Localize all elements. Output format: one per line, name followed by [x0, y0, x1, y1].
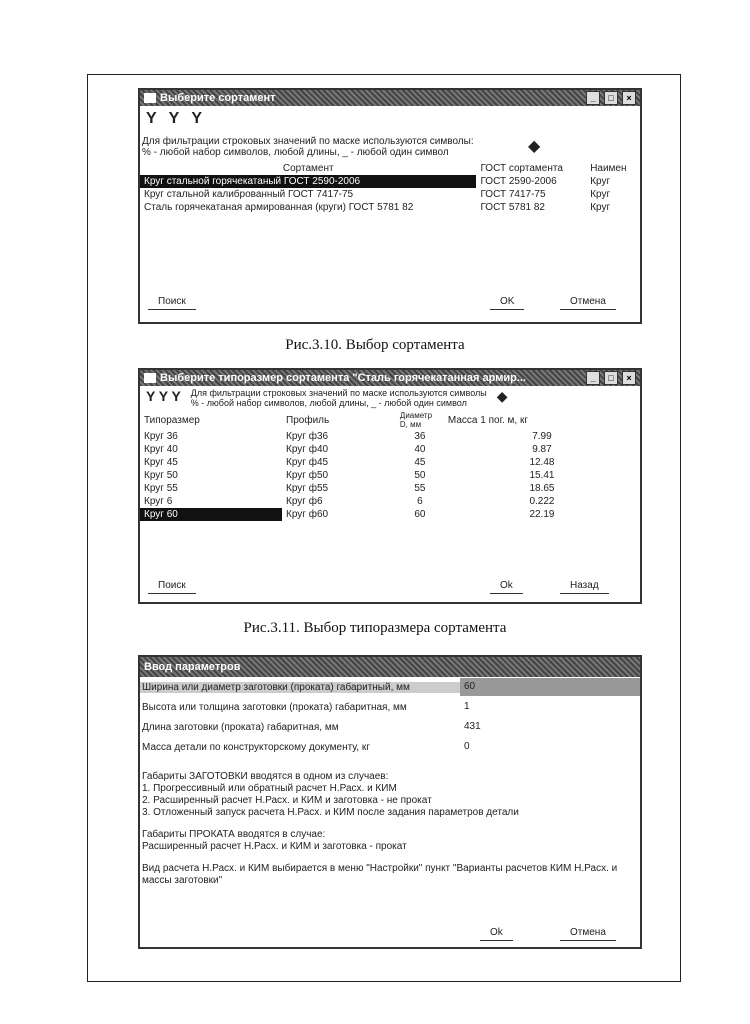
column-header[interactable]: Масса 1 пог. м, кг: [447, 414, 529, 426]
minimize-button[interactable]: _: [586, 371, 600, 385]
column-header[interactable]: Профиль: [286, 414, 330, 426]
cell: 55: [414, 483, 426, 494]
parameter-label: Высота или толщина заготовки (проката) габаритная, мм: [142, 701, 407, 713]
dialog-title: Выберите сортамент: [160, 92, 276, 104]
minimize-button[interactable]: _: [586, 91, 600, 105]
parameter-row: [140, 737, 640, 757]
select-size-dialog: [138, 368, 642, 604]
cell: 9.87: [532, 444, 552, 455]
cell: Круг ф40: [286, 444, 329, 455]
parameter-label: Ширина или диаметр заготовки (проката) габаритный, мм: [140, 682, 460, 693]
table-row[interactable]: [140, 188, 640, 201]
cell: 12.48: [529, 457, 555, 468]
parameter-input[interactable]: 60: [460, 678, 640, 696]
title-bar: [140, 657, 640, 677]
search-button[interactable]: Поиск: [148, 294, 196, 310]
cell: ГОСТ 2590-2006: [480, 176, 557, 187]
note-line: 2. Расширенный расчет Н.Расх. и КИМ и заготовка - не прокат: [142, 795, 432, 806]
table-row[interactable]: [140, 430, 640, 443]
maximize-button[interactable]: □: [604, 91, 618, 105]
dialog-title: Выберите типоразмер сортамента "Сталь горячекатанная армир...: [160, 372, 526, 384]
cell: 7.99: [532, 431, 552, 442]
cell: Круг ф50: [286, 470, 329, 481]
title-bar: [140, 370, 640, 386]
close-button[interactable]: ×: [622, 371, 636, 385]
cell: 15.41: [529, 470, 555, 481]
cell: ГОСТ 5781 82: [480, 202, 545, 213]
title-bar: [140, 90, 640, 106]
cell: Круг 45: [144, 457, 178, 468]
parameter-row: [140, 717, 640, 737]
note-line: [142, 819, 638, 829]
cell: 6: [417, 496, 423, 507]
cell: Круг ф45: [286, 457, 329, 468]
cell: Круг: [590, 176, 611, 187]
cell: Круг 40: [144, 444, 178, 455]
note-line: Расширенный расчет Н.Расх. и КИМ и заготовка - прокат: [142, 841, 407, 852]
note-line: Вид расчета Н.Расх. и КИМ выбирается в меню "Настройки" пункт "Варианты расчетов КИМ Н.Расх. и массы заготовки": [142, 863, 618, 886]
select-assortment-dialog: [138, 88, 642, 324]
filter-clear-icon[interactable]: Y: [168, 110, 180, 127]
ok-button[interactable]: Ok: [480, 925, 513, 941]
table-row[interactable]: [140, 201, 640, 214]
cell: Круг 60: [140, 508, 282, 521]
column-header[interactable]: Наимен: [590, 163, 627, 174]
hint-text: Для фильтрации строковых значений по маске используются символы: [190, 388, 487, 398]
cell: Круг стальной калиброванный ГОСТ 7417-75: [144, 189, 354, 200]
filter-apply-icon[interactable]: Y: [191, 110, 203, 127]
note-line: Габариты ЗАГОТОВКИ вводятся в одном из случаев:: [142, 771, 389, 782]
cell: Круг: [590, 189, 611, 200]
navigate-icon[interactable]: ◆: [496, 388, 508, 404]
cell: Круг: [590, 202, 611, 213]
parameter-input[interactable]: 0: [464, 741, 470, 752]
column-header[interactable]: Сортамент: [282, 163, 334, 174]
table-row[interactable]: [140, 443, 640, 456]
maximize-button[interactable]: □: [604, 371, 618, 385]
cell: Круг 36: [144, 431, 178, 442]
hint-text: Для фильтрации строковых значений по маске используются символы:: [142, 136, 474, 147]
back-button[interactable]: Назад: [560, 578, 609, 594]
cell: Круг ф6: [286, 496, 323, 507]
note-line: 3. Отложенный запуск расчета Н.Расх. и КИМ после задания параметров детали: [142, 807, 519, 818]
cell: 50: [414, 470, 426, 481]
navigate-icon[interactable]: ◆: [528, 138, 541, 155]
filter-icon[interactable]: Y Y Y: [146, 388, 181, 404]
parameter-input[interactable]: 431: [464, 721, 481, 732]
parameter-input[interactable]: 1: [464, 701, 470, 712]
table-row[interactable]: [140, 175, 640, 188]
parameter-row: [140, 697, 640, 717]
cell: Круг ф36: [286, 431, 329, 442]
hint-text: % - любой набор символов, любой длины, _ - любой один символ: [190, 398, 467, 408]
figure-caption: Рис.3.10. Выбор сортамента: [285, 337, 465, 353]
table-row[interactable]: [140, 456, 640, 469]
column-header[interactable]: Типоразмер: [144, 414, 200, 426]
hint-text: % - любой набор символов, любой длины, _ - любой один символ: [142, 147, 449, 158]
cell: Круг ф60: [286, 509, 329, 520]
cell: 36: [414, 431, 426, 442]
cell: ГОСТ 7417-75: [480, 189, 546, 200]
note-line: [142, 853, 638, 863]
cell: 0.222: [529, 496, 555, 507]
cell: Круг ф55: [286, 483, 329, 494]
parameter-label: Масса детали по конструкторскому документу, кг: [142, 741, 370, 753]
cell: Круг 50: [144, 470, 178, 481]
table-row[interactable]: [140, 508, 640, 521]
parameter-label: Длина заготовки (проката) габаритная, мм: [142, 721, 339, 733]
filter-icon[interactable]: Y: [146, 110, 157, 127]
cell: 22.19: [529, 509, 555, 520]
cell: Круг 55: [144, 483, 178, 494]
note-line: Габариты ПРОКАТА вводятся в случае:: [142, 829, 326, 840]
parameters-dialog: [138, 655, 642, 949]
cancel-button[interactable]: Отмена: [560, 925, 616, 941]
table-row[interactable]: [140, 482, 640, 495]
column-header[interactable]: ГОСТ сортамента: [480, 163, 563, 174]
cell: 45: [414, 457, 426, 468]
cell: 18.65: [529, 483, 555, 494]
close-button[interactable]: ×: [622, 91, 636, 105]
table-row[interactable]: [140, 495, 640, 508]
ok-button[interactable]: OK: [490, 294, 524, 310]
parameter-row: [140, 677, 640, 697]
figure-caption: Рис.3.11. Выбор типоразмера сортамента: [243, 620, 507, 636]
cell: Сталь горячекатаная армированная (круги) ГОСТ 5781 82: [144, 202, 414, 213]
cancel-button[interactable]: Отмена: [560, 294, 616, 310]
dialog-title: Ввод параметров: [144, 661, 241, 673]
cell: 60: [414, 509, 426, 520]
table-row[interactable]: [140, 469, 640, 482]
cell: Круг стальной горячекатаный ГОСТ 2590-2006: [140, 175, 476, 188]
ok-button[interactable]: Ok: [490, 578, 523, 594]
cell: Круг 6: [144, 496, 173, 507]
cell: 40: [414, 444, 426, 455]
search-button[interactable]: Поиск: [148, 578, 196, 594]
note-line: 1. Прогрессивный или обратный расчет Н.Расх. и КИМ: [142, 783, 397, 794]
size-table: [140, 410, 640, 521]
column-header[interactable]: Диаметр D, мм: [399, 411, 433, 429]
assortment-table: [140, 162, 640, 214]
